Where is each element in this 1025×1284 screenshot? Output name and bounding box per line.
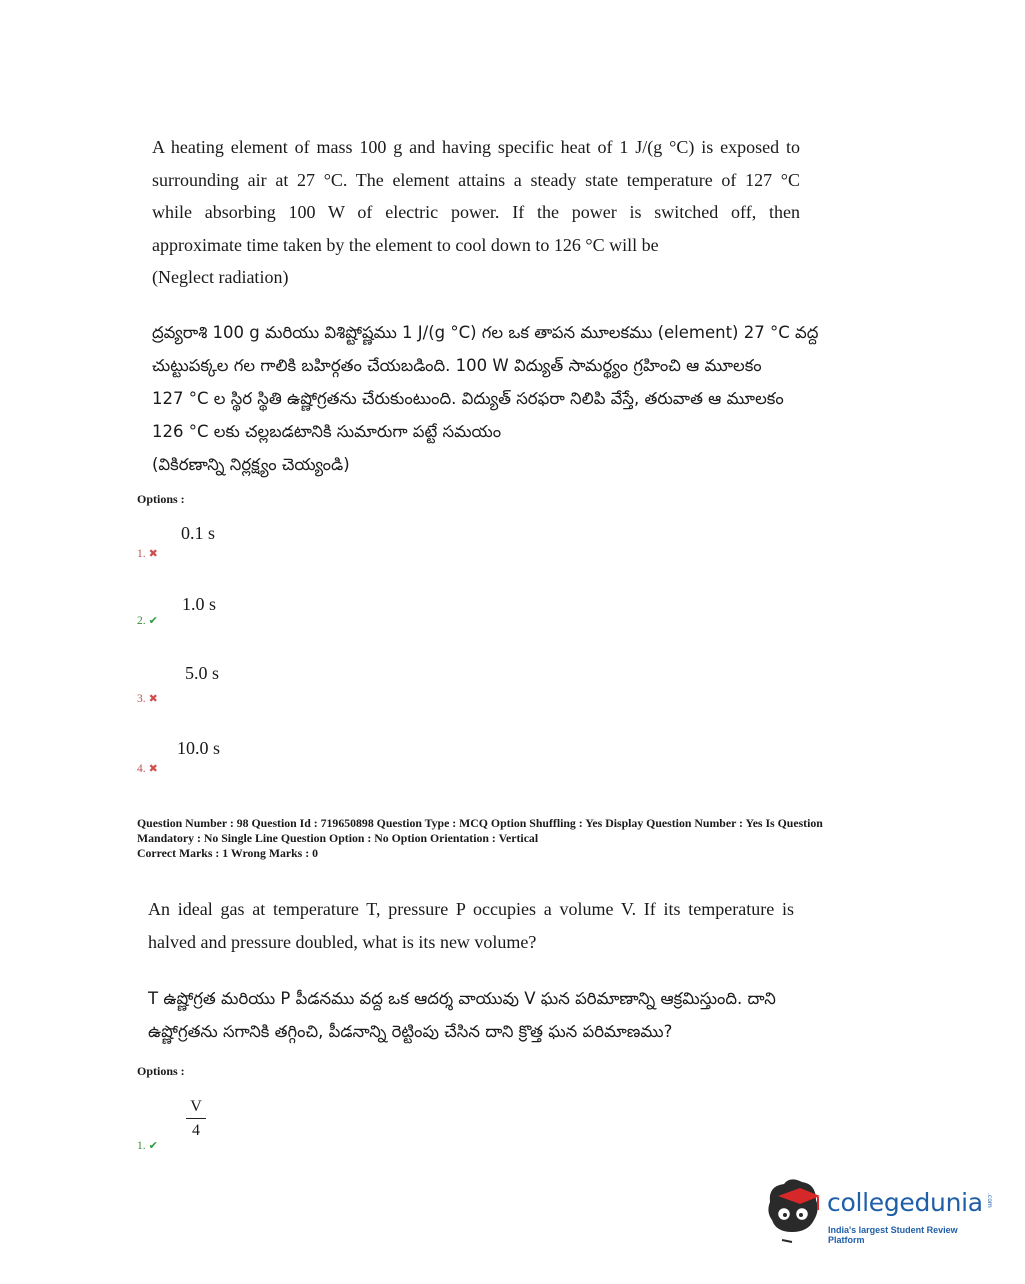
cross-icon: ✖ — [148, 763, 158, 775]
fraction-denominator: 4 — [192, 1122, 200, 1139]
option-number: 1. — [137, 1140, 146, 1152]
logo-wordmark: collegedunia — [827, 1188, 983, 1217]
collegedunia-logo[interactable] — [764, 1176, 994, 1246]
option-number: 3. — [137, 693, 146, 705]
question-2-telugu — [148, 982, 798, 1048]
question-2-english — [148, 893, 794, 958]
check-icon: ✔ — [148, 1140, 158, 1152]
text-line: A heating element of mass 100 g and having specific heat of 1 J/(g °C) is exposed to — [152, 137, 800, 157]
text-line: 127 °C ల స్థిర స్థితి ఉష్ణోగ్రతను చేరుకుంటుంది. విద్యుత్ సరఫరా నిలిపి వేస్తే, తరువాత ఆ మూలకం — [152, 389, 784, 408]
text-line: T ఉష్ణోగ్రత మరియు P పీడనము వద్ద ఒక ఆదర్శ వాయువు V ఘన పరిమాణాన్ని ఆక్రమిస్తుంది. దాని — [148, 989, 776, 1008]
cross-icon: ✖ — [148, 693, 158, 705]
options-label: Options : — [137, 492, 185, 506]
meta-line: Mandatory : No Single Line Question Option : No Option Orientation : Vertical — [137, 831, 539, 845]
question-meta — [137, 816, 897, 861]
option-2-number — [137, 614, 158, 627]
question-1-telugu — [152, 316, 819, 481]
option-1-fraction[interactable] — [186, 1098, 206, 1140]
option-2-text[interactable]: 1.0 s — [182, 594, 217, 614]
meta-line: Correct Marks : 1 Wrong Marks : 0 — [137, 846, 318, 860]
question-1-english — [152, 131, 800, 294]
meta-line: Question Number : 98 Question Id : 719650898 Question Type : MCQ Option Shuffling : Yes Display Question Number : Yes Is Question — [137, 816, 823, 830]
option-number: 2. — [137, 615, 146, 627]
logo-tagline: India's largest Student Review Platform — [828, 1225, 958, 1245]
text-line: surrounding air at 27 °C. The element attains a steady state temperature of 127 °C — [152, 169, 800, 190]
text-line: చుట్టుపక్కల గల గాలికి బహిర్గతం చేయబడింది. 100 W విద్యుత్ సామర్థ్యం గ్రహించి ఆ మూలకం — [152, 356, 762, 375]
option-number: 4. — [137, 763, 146, 775]
text-line: An ideal gas at temperature T, pressure P occupies a volume V. If its temperature is — [148, 899, 794, 919]
text-line: (Neglect radiation) — [152, 267, 289, 287]
option-3-text[interactable]: 5.0 s — [185, 663, 220, 683]
text-line: 126 °C లకు చల్లబడటానికి సుమారుగా పట్టే సమయం — [152, 422, 502, 441]
text-line: approximate time taken by the element to cool down to 126 °C will be — [152, 234, 659, 255]
option-number: 1. — [137, 548, 146, 560]
option-1-number — [137, 547, 158, 560]
options-label: Options : — [137, 1064, 185, 1078]
check-icon: ✔ — [148, 615, 158, 627]
option-3-number — [137, 692, 158, 705]
cross-icon: ✖ — [148, 548, 158, 560]
text-line: ఉష్ణోగ్రతను సగానికి తగ్గించి, పీడనాన్ని రెట్టింపు చేసిన దాని క్రొత్త ఘన పరిమాణము? — [148, 1022, 673, 1041]
option-1-number — [137, 1139, 158, 1152]
fraction-numerator: V — [186, 1098, 206, 1119]
text-line: (వికిరణాన్ని నిర్లక్ష్యం చెయ్యండి) — [152, 455, 350, 474]
option-4-text[interactable]: 10.0 s — [177, 738, 221, 758]
option-1-text[interactable]: 0.1 s — [181, 523, 216, 543]
mascot-icon — [764, 1176, 826, 1246]
text-line: ద్రవ్యరాశి 100 g మరియు విశిష్టోష్ణము 1 J/(g °C) గల ఒక తాపన మూలకము (element) 27 °C వద్ద — [152, 323, 819, 342]
logo-domain: .com — [986, 1193, 993, 1208]
option-4-number — [137, 762, 158, 775]
text-line: halved and pressure doubled, what is its new volume? — [148, 931, 537, 952]
text-line: while absorbing 100 W of electric power. If the power is switched off, then — [152, 202, 800, 222]
